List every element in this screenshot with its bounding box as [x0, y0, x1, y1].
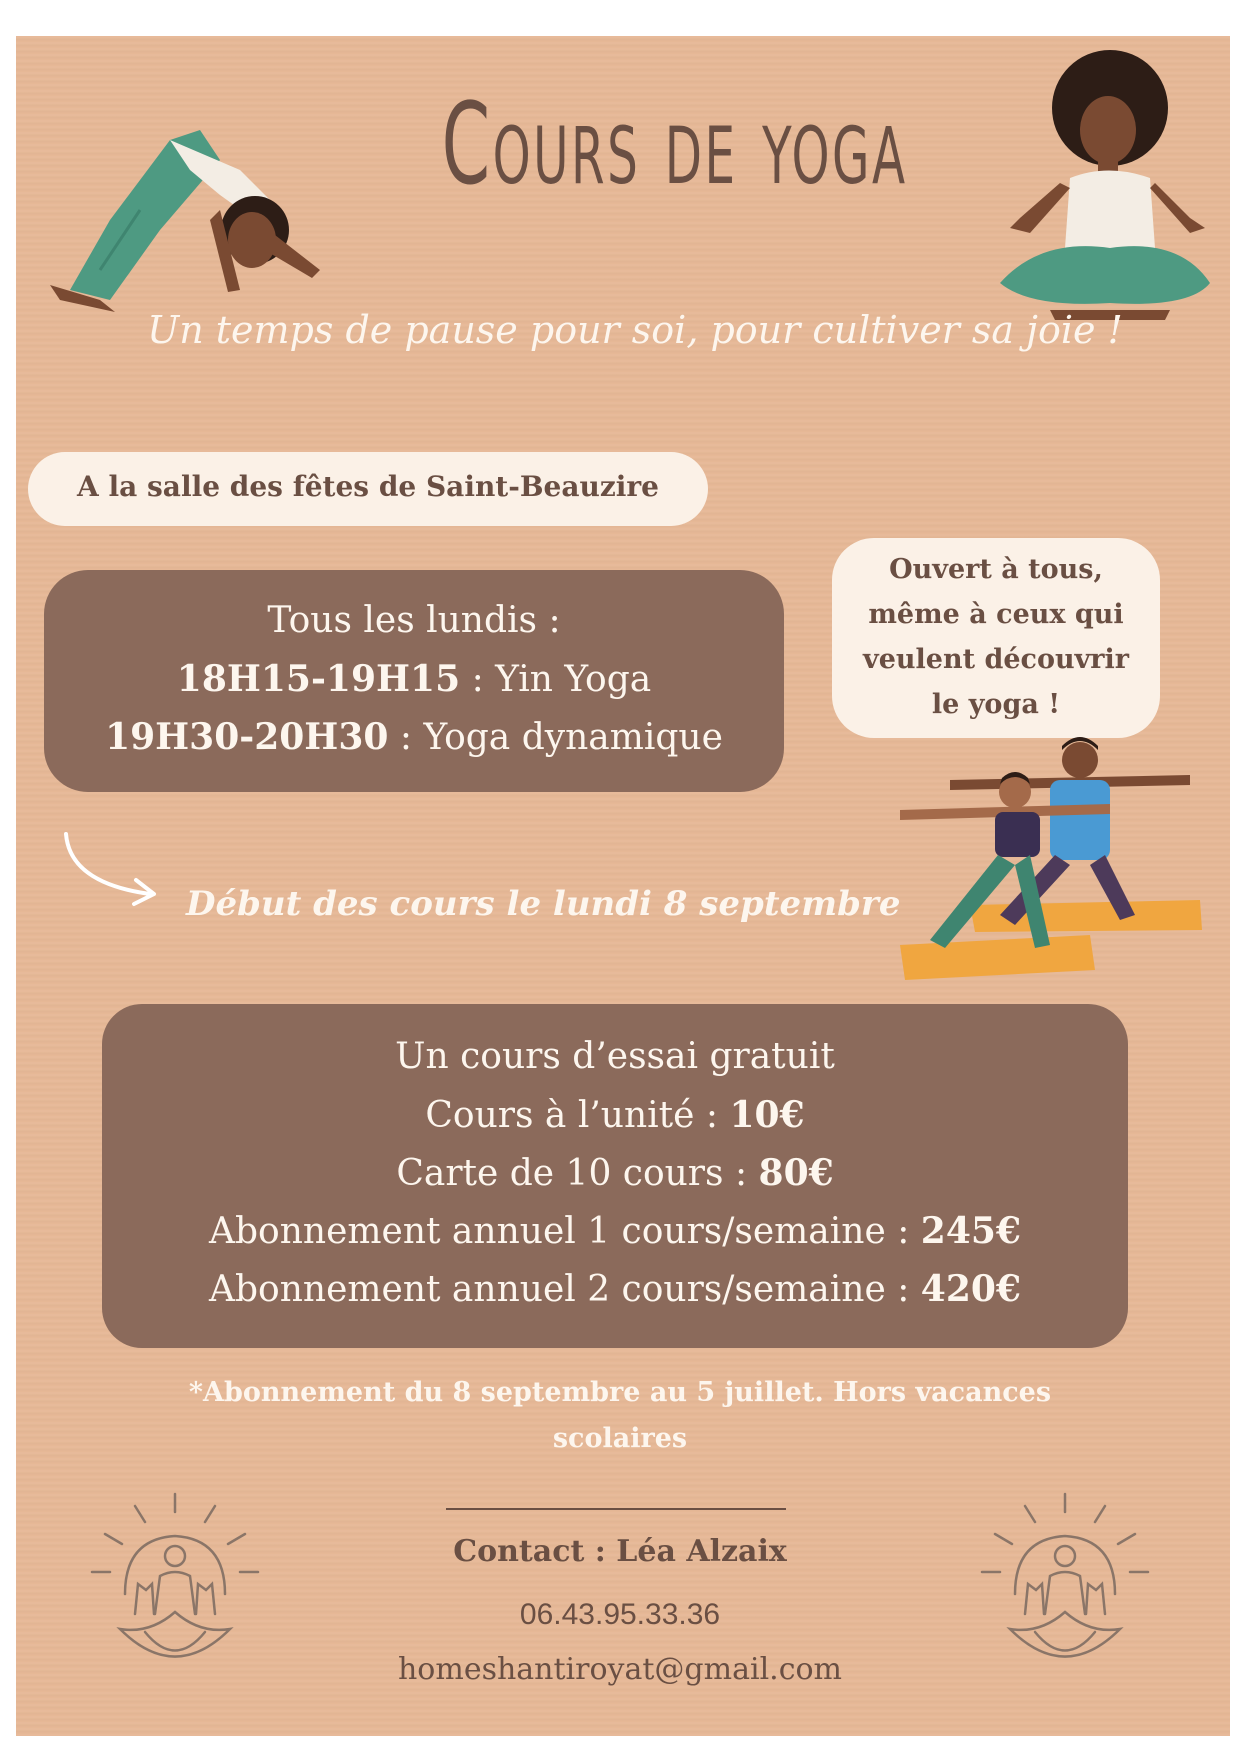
bubble-line-3: veulent découvrir	[863, 644, 1129, 675]
contact-divider	[446, 1508, 786, 1510]
slot-2-class: : Yoga dynamique	[388, 717, 723, 758]
slot-1-time: 18H15-19H15	[176, 658, 461, 700]
bubble-line-4: le yoga !	[931, 689, 1061, 720]
price-single-label: Cours à l’unité :	[425, 1095, 730, 1136]
location-text: A la salle des fêtes de Saint-Beauzire	[77, 470, 659, 503]
price-annual-2	[102, 1268, 1128, 1310]
schedule-slot-1	[44, 658, 784, 700]
curved-arrow-icon	[60, 828, 170, 908]
bubble-line-1: Ouvert à tous,	[889, 554, 1103, 585]
bubble-line-2: même à ceux qui	[868, 599, 1124, 630]
warrior-pose-couple-illustration	[890, 720, 1210, 980]
price-annual-1-value: 245€	[920, 1210, 1021, 1252]
subtitle: Un temps de pause pour soi, pour cultiver sa joie !	[147, 308, 1123, 352]
price-single-value: 10€	[729, 1094, 805, 1136]
slot-2-time: 19H30-20H30	[105, 716, 389, 758]
subscription-note: *Abonnement du 8 septembre au 5 juillet. Hors vacances scolaires	[188, 1377, 1052, 1454]
page-title: Cours de yoga	[441, 80, 908, 210]
price-card-label: Carte de 10 cours :	[396, 1153, 759, 1194]
downward-dog-yogi-illustration	[40, 100, 340, 320]
meditation-logo-left	[80, 1484, 270, 1674]
schedule-heading: Tous les lundis :	[267, 600, 561, 641]
slot-1-class: : Yin Yoga	[460, 659, 652, 700]
price-annual-1-label: Abonnement annuel 1 cours/semaine :	[209, 1211, 921, 1252]
schedule-slot-2	[44, 716, 784, 758]
speech-bubble	[832, 538, 1160, 738]
price-annual-2-value: 420€	[920, 1268, 1021, 1310]
contact-name: Contact : Léa Alzaix	[453, 1534, 787, 1569]
location-pill	[28, 452, 708, 526]
price-single	[102, 1094, 1128, 1136]
price-trial: Un cours d’essai gratuit	[395, 1036, 835, 1077]
meditating-yogi-illustration	[990, 48, 1220, 328]
price-card-value: 80€	[758, 1152, 834, 1194]
price-annual-2-label: Abonnement annuel 2 cours/semaine :	[209, 1269, 921, 1310]
price-annual-1	[102, 1210, 1128, 1252]
contact-email: homeshantiroyat@gmail.com	[397, 1652, 843, 1687]
meditation-logo-right	[970, 1484, 1160, 1674]
price-card	[102, 1152, 1128, 1194]
prices-box	[102, 1004, 1128, 1348]
start-date: Début des cours le lundi 8 septembre	[186, 884, 901, 924]
schedule-box	[44, 570, 784, 792]
contact-phone: 06.43.95.33.36	[519, 1598, 721, 1631]
